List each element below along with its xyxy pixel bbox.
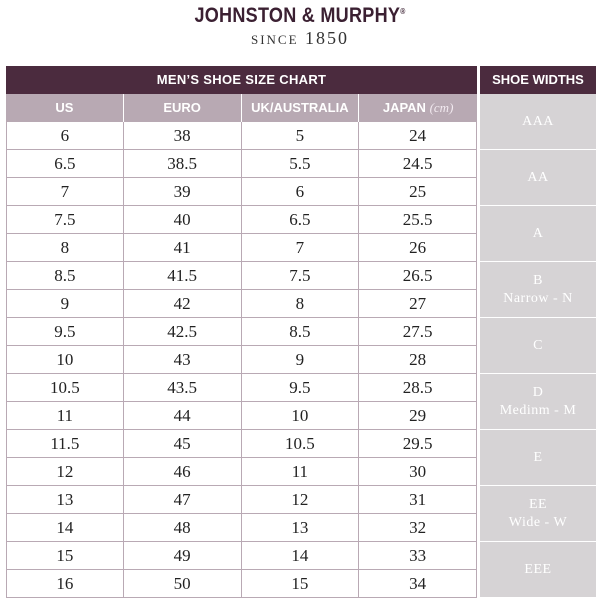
uk-size-cell: 12 (242, 486, 360, 513)
uk-size-cell: 10 (242, 402, 360, 429)
japan-size-cell: 26 (359, 234, 477, 261)
width-code: A (532, 225, 544, 241)
uk-size-cell: 9.5 (242, 374, 360, 401)
uk-size-cell: 7.5 (242, 262, 360, 289)
japan-size-cell: 27 (359, 290, 477, 317)
us-size-cell: 7 (6, 178, 124, 205)
euro-size-cell: 39 (124, 178, 242, 205)
width-label: Wide - W (508, 514, 568, 530)
uk-size-cell: 11 (242, 458, 360, 485)
uk-size-cell: 9 (242, 346, 360, 373)
width-cell (480, 486, 596, 542)
us-size-cell: 7.5 (6, 206, 124, 233)
widths-title: SHOE WIDTHS (480, 66, 596, 94)
width-code: C (533, 337, 543, 353)
japan-size-cell: 27.5 (359, 318, 477, 345)
japan-size-cell: 24 (359, 122, 477, 149)
table-row (6, 458, 477, 486)
width-cell (480, 430, 596, 486)
size-rows (6, 122, 477, 598)
table-row (6, 262, 477, 290)
japan-size-cell: 25.5 (359, 206, 477, 233)
euro-size-cell: 48 (124, 514, 242, 541)
brand-tagline: SINCE 1850 (250, 28, 350, 48)
table-row (6, 178, 477, 206)
euro-size-cell: 43 (124, 346, 242, 373)
table-row (6, 122, 477, 150)
width-code: E (533, 449, 543, 465)
euro-size-cell: 46 (124, 458, 242, 485)
width-cell (480, 374, 596, 430)
column-headers (6, 94, 477, 122)
uk-size-cell: 5.5 (242, 150, 360, 177)
uk-size-cell: 5 (242, 122, 360, 149)
table-row (6, 514, 477, 542)
euro-size-cell: 49 (124, 542, 242, 569)
column-header-uk-australia: UK/AUSTRALIA (242, 94, 360, 122)
width-code: EE (528, 496, 548, 512)
japan-size-cell: 32 (359, 514, 477, 541)
euro-size-cell: 41 (124, 234, 242, 261)
uk-size-cell: 15 (242, 570, 360, 597)
uk-size-cell: 6 (242, 178, 360, 205)
euro-size-cell: 42 (124, 290, 242, 317)
us-size-cell: 10 (6, 346, 124, 373)
table-row (6, 542, 477, 570)
width-cell (480, 94, 596, 150)
widths-column (480, 94, 596, 598)
japan-unit: (cm) (429, 100, 454, 115)
us-size-cell: 14 (6, 514, 124, 541)
width-code: B (533, 272, 543, 288)
width-code: AA (527, 169, 549, 185)
width-cell (480, 542, 596, 598)
euro-size-cell: 50 (124, 570, 242, 597)
japan-size-cell: 33 (359, 542, 477, 569)
euro-size-cell: 45 (124, 430, 242, 457)
us-size-cell: 11.5 (6, 430, 124, 457)
us-size-cell: 8 (6, 234, 124, 261)
table-row (6, 318, 477, 346)
table-row (6, 402, 477, 430)
japan-size-cell: 25 (359, 178, 477, 205)
table-row (6, 150, 477, 178)
table-row (6, 206, 477, 234)
uk-size-cell: 8 (242, 290, 360, 317)
japan-size-cell: 31 (359, 486, 477, 513)
us-size-cell: 8.5 (6, 262, 124, 289)
euro-size-cell: 38.5 (124, 150, 242, 177)
japan-size-cell: 24.5 (359, 150, 477, 177)
column-header-euro: EURO (124, 94, 242, 122)
table-row (6, 486, 477, 514)
us-size-cell: 6 (6, 122, 124, 149)
japan-size-cell: 28.5 (359, 374, 477, 401)
euro-size-cell: 42.5 (124, 318, 242, 345)
japan-size-cell: 28 (359, 346, 477, 373)
width-cell (480, 262, 596, 318)
japan-size-cell: 26.5 (359, 262, 477, 289)
uk-size-cell: 13 (242, 514, 360, 541)
width-code: D (532, 384, 544, 400)
uk-size-cell: 8.5 (242, 318, 360, 345)
us-size-cell: 6.5 (6, 150, 124, 177)
uk-size-cell: 10.5 (242, 430, 360, 457)
us-size-cell: 13 (6, 486, 124, 513)
table-row (6, 430, 477, 458)
width-code: AAA (522, 113, 554, 129)
width-label: Medinm - M (499, 402, 577, 418)
width-label: Narrow - N (503, 290, 573, 306)
uk-size-cell: 14 (242, 542, 360, 569)
table-row (6, 346, 477, 374)
japan-size-cell: 30 (359, 458, 477, 485)
euro-size-cell: 47 (124, 486, 242, 513)
japan-size-cell: 34 (359, 570, 477, 597)
table-row (6, 374, 477, 402)
us-size-cell: 16 (6, 570, 124, 597)
uk-size-cell: 7 (242, 234, 360, 261)
euro-size-cell: 43.5 (124, 374, 242, 401)
japan-size-cell: 29 (359, 402, 477, 429)
table-row (6, 290, 477, 318)
width-code: EEE (524, 561, 552, 577)
chart-title: MEN’S SHOE SIZE CHART (6, 66, 477, 94)
us-size-cell: 9 (6, 290, 124, 317)
uk-size-cell: 6.5 (242, 206, 360, 233)
width-cell (480, 318, 596, 374)
euro-size-cell: 44 (124, 402, 242, 429)
table-row (6, 570, 477, 598)
japan-size-cell: 29.5 (359, 430, 477, 457)
width-cell (480, 206, 596, 262)
us-size-cell: 9.5 (6, 318, 124, 345)
us-size-cell: 10.5 (6, 374, 124, 401)
brand-logo: JOHNSTON & MURPHY® (194, 4, 406, 27)
column-header-japan: JAPAN (cm) (382, 100, 454, 115)
us-size-cell: 11 (6, 402, 124, 429)
euro-size-cell: 40 (124, 206, 242, 233)
width-cell (480, 150, 596, 206)
table-row (6, 234, 477, 262)
column-header-us: US (6, 94, 124, 122)
euro-size-cell: 38 (124, 122, 242, 149)
us-size-cell: 12 (6, 458, 124, 485)
us-size-cell: 15 (6, 542, 124, 569)
euro-size-cell: 41.5 (124, 262, 242, 289)
